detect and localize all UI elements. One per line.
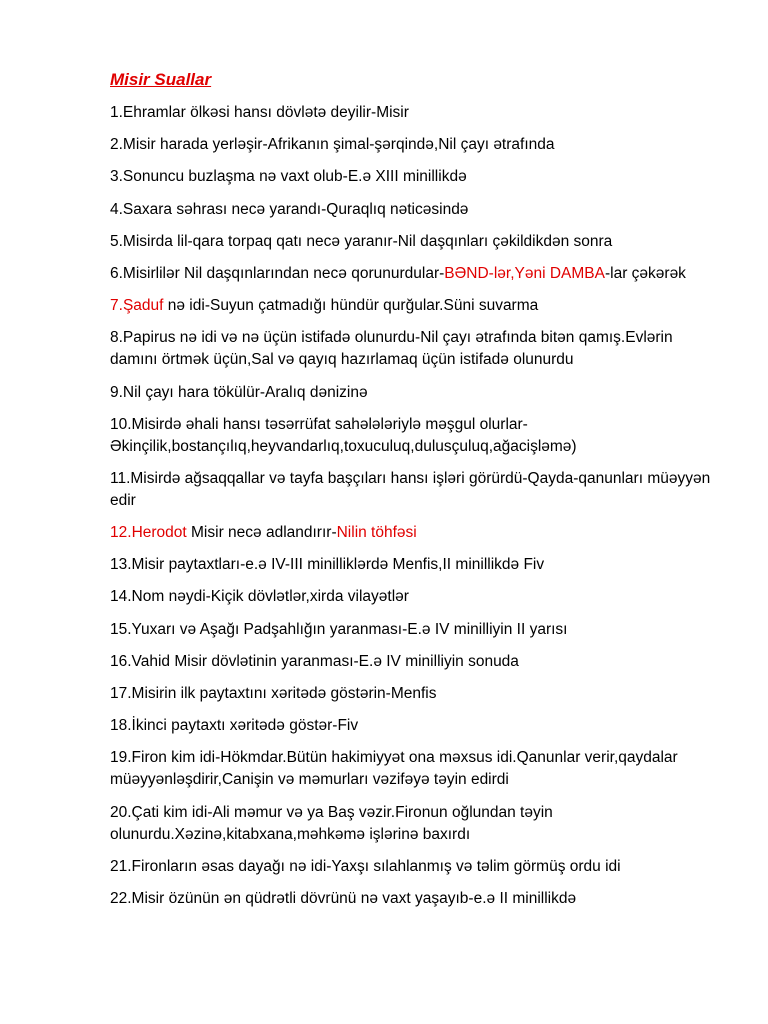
question-item <box>110 683 720 705</box>
question-item <box>110 231 720 253</box>
question-text: 1.Ehramlar ölkəsi hansı dövlətə deyilir-Misir <box>110 104 409 121</box>
question-text: 21.Fironların əsas dayağı nə idi-Yaxşı sılahlanmış və təlim görmüş ordu idi <box>110 857 621 875</box>
question-item <box>110 199 720 221</box>
question-item <box>110 414 720 458</box>
question-item <box>110 263 720 285</box>
question-text: 3.Sonuncu buzlaşma nə vaxt olub-E.ə XIII minillikdə <box>110 168 467 186</box>
question-text: nə idi-Suyun çatmadığı hündür qurğular.Süni suvarma <box>163 297 539 315</box>
question-item <box>110 651 720 673</box>
question-text: 10.Misirdə əhali hansı təsərrüfat sahələləriylə məşgul olurlar-Əkinçilik,bostançılıq,heyvandarlıq,toxuculuq,dulusçuluq,ağacişləmə) <box>110 415 577 455</box>
question-text: 16.Vahid Misir dövlətinin yaranması-E.ə IV minilliyin sonuda <box>110 652 519 670</box>
question-text: 22.Misir özünün ən qüdrətli dövrünü nə vaxt yaşayıb-e.ə II minillikdə <box>110 889 577 907</box>
question-text: -lar çəkərək <box>604 264 686 282</box>
question-item <box>110 382 720 404</box>
question-item <box>110 134 720 156</box>
question-item <box>110 554 720 576</box>
question-item <box>110 888 720 910</box>
question-item <box>110 619 720 641</box>
question-item <box>110 802 720 846</box>
document-title: Misir Suallar <box>110 70 212 89</box>
question-text: 2.Misir harada yerləşir-Afrikanın şimal-şərqində,Nil çayı ətrafında <box>110 136 555 154</box>
highlighted-text: Herodot <box>131 524 187 542</box>
question-item <box>110 295 720 317</box>
question-item <box>110 747 720 791</box>
question-text: 11.Misirdə ağsaqqallar və tayfa başçıları hansı işləri görürdü-Qayda-qanunları müəyyən edir <box>110 469 711 509</box>
question-text: 13.Misir paytaxtları-e.ə IV-III minilliklərdə Menfis,II minillikdə Fiv <box>110 556 545 574</box>
question-text: 20.Çati kim idi-Ali məmur və ya Baş vəzir.Fironun oğlundan təyin olunurdu.Xəzinə,kitabxana,məhkəmə işlərinə baxırdı <box>110 803 553 843</box>
highlighted-text: 7. <box>110 297 123 315</box>
question-text: 14.Nom nəydi-Kiçik dövlətlər,xirda vilayətlər <box>110 588 409 606</box>
question-text: 15.Yuxarı və Aşağı Padşahlığın yaranması-E.ə IV minilliyin II yarısı <box>110 620 568 638</box>
question-item <box>110 522 720 544</box>
question-item <box>110 102 720 124</box>
question-text: 17.Misirin ilk paytaxtını xəritədə göstərin-Menfis <box>110 685 437 702</box>
question-text: 18.İkinci paytaxtı xəritədə göstər-Fiv <box>110 717 359 735</box>
question-item <box>110 856 720 878</box>
question-text: Misir necə adlandırır- <box>186 524 337 542</box>
question-list <box>110 102 720 920</box>
question-text: 8.Papirus nə idi və nə üçün istifadə olunurdu-Nil çayı ətrafında bitən qamış.Evlərin damını örtmək üçün,Sal və qayıq hazırlamaq üçün istifadə olunurdu <box>110 329 673 369</box>
question-text: 4.Saxara səhrası necə yarandı-Quraqlıq nəticəsində <box>110 200 469 218</box>
question-text: 9.Nil çayı hara tökülür-Aralıq dənizinə <box>110 383 368 401</box>
question-text: 5.Misirda lil-qara torpaq qatı necə yaranır-Nil daşqınları çəkildikdən sonra <box>110 232 613 250</box>
highlighted-text: 12. <box>110 524 132 542</box>
question-item <box>110 468 720 512</box>
question-item <box>110 715 720 737</box>
question-item <box>110 327 720 371</box>
highlighted-text: BƏND-lər,Yəni DAMBA <box>444 264 605 282</box>
question-text: 6.Misirlilər Nil daşqınlarından necə qorunurdular- <box>110 264 445 282</box>
highlighted-text: Nilin töhfəsi <box>336 524 417 542</box>
question-item <box>110 166 720 188</box>
question-text: 19.Firon kim idi-Hökmdar.Bütün hakimiyyət ona məxsus idi.Qanunlar verir,qaydalar müəyyənləşdirir,Canişin və məmurları vəzifəyə təyin edirdi <box>110 749 678 789</box>
question-item <box>110 586 720 608</box>
highlighted-text: Şaduf <box>122 297 164 315</box>
